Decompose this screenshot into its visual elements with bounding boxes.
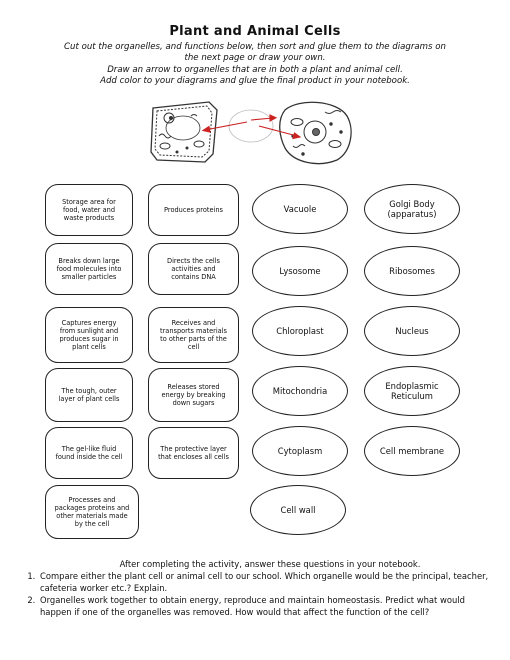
instruction-line: Add color to your diagrams and glue the final product in your notebook. <box>100 76 410 87</box>
instructions <box>28 42 482 88</box>
ghost-cell-icon <box>229 110 273 142</box>
function-card[interactable]: Storage area for food, water and waste products <box>45 184 133 236</box>
organelle-oval[interactable]: Lysosome <box>252 246 348 296</box>
function-card[interactable]: The tough, outer layer of plant cells <box>45 368 133 422</box>
cell-sketch-icon <box>147 96 357 168</box>
organelle-oval[interactable]: Vacuole <box>252 184 348 234</box>
function-card[interactable]: Receives and transports materials to other parts of the cell <box>148 307 239 363</box>
organelle-oval[interactable]: Golgi Body (apparatus) <box>364 184 460 234</box>
instruction-line: Cut out the organelles, and functions below, then sort and glue them to the diagrams on <box>64 42 446 52</box>
function-card[interactable]: The gel-like fluid found inside the cell <box>45 427 133 479</box>
animal-cell-icon <box>280 102 351 163</box>
function-card[interactable]: The protective layer that encloses all cells <box>148 427 239 479</box>
arrow-icon <box>203 115 300 139</box>
question-item: 1. Compare either the plant cell or animal cell to our school. Which organelle would be the principal, teacher, cafeteria worker etc.? Explain. <box>38 570 494 594</box>
function-card[interactable]: Captures energy from sunlight and produces sugar in plant cells <box>45 307 133 363</box>
page-title: Plant and Animal Cells <box>169 24 341 39</box>
organelle-oval[interactable]: Ribosomes <box>364 246 460 296</box>
organelle-oval[interactable]: Mitochondria <box>252 366 348 416</box>
function-card[interactable]: Processes and packages proteins and other materials made by the cell <box>45 485 139 539</box>
question-item: 2. Organelles work together to obtain energy, reproduce and maintain homeostasis. Predict what would happen if one of the organelles was removed. How would that affect the function of the cell? <box>38 594 494 618</box>
questions-lead: After completing the activity, answer these questions in your notebook. <box>119 559 421 569</box>
function-card[interactable]: Breaks down large food molecules into smaller particles <box>45 243 133 295</box>
function-card[interactable]: Releases stored energy by breaking down sugars <box>148 368 239 422</box>
plant-cell-icon <box>151 102 217 162</box>
organelle-oval[interactable]: Nucleus <box>364 306 460 356</box>
instruction-line: Draw an arrow to organelles that are in both a plant and animal cell. <box>107 64 403 75</box>
organelle-oval[interactable]: Endoplasmic Reticulum <box>364 366 460 416</box>
function-card[interactable]: Produces proteins <box>148 184 239 236</box>
organelle-oval[interactable]: Chloroplast <box>252 306 348 356</box>
instruction-line: the next page or draw your own. <box>184 53 326 64</box>
question-list <box>22 570 494 618</box>
function-card[interactable]: Directs the cells activities and contains DNA <box>148 243 239 295</box>
organelle-oval[interactable]: Cytoplasm <box>252 426 348 476</box>
organelle-oval[interactable]: Cell membrane <box>364 426 460 476</box>
organelle-oval[interactable]: Cell wall <box>250 485 346 535</box>
questions-section <box>22 558 494 618</box>
